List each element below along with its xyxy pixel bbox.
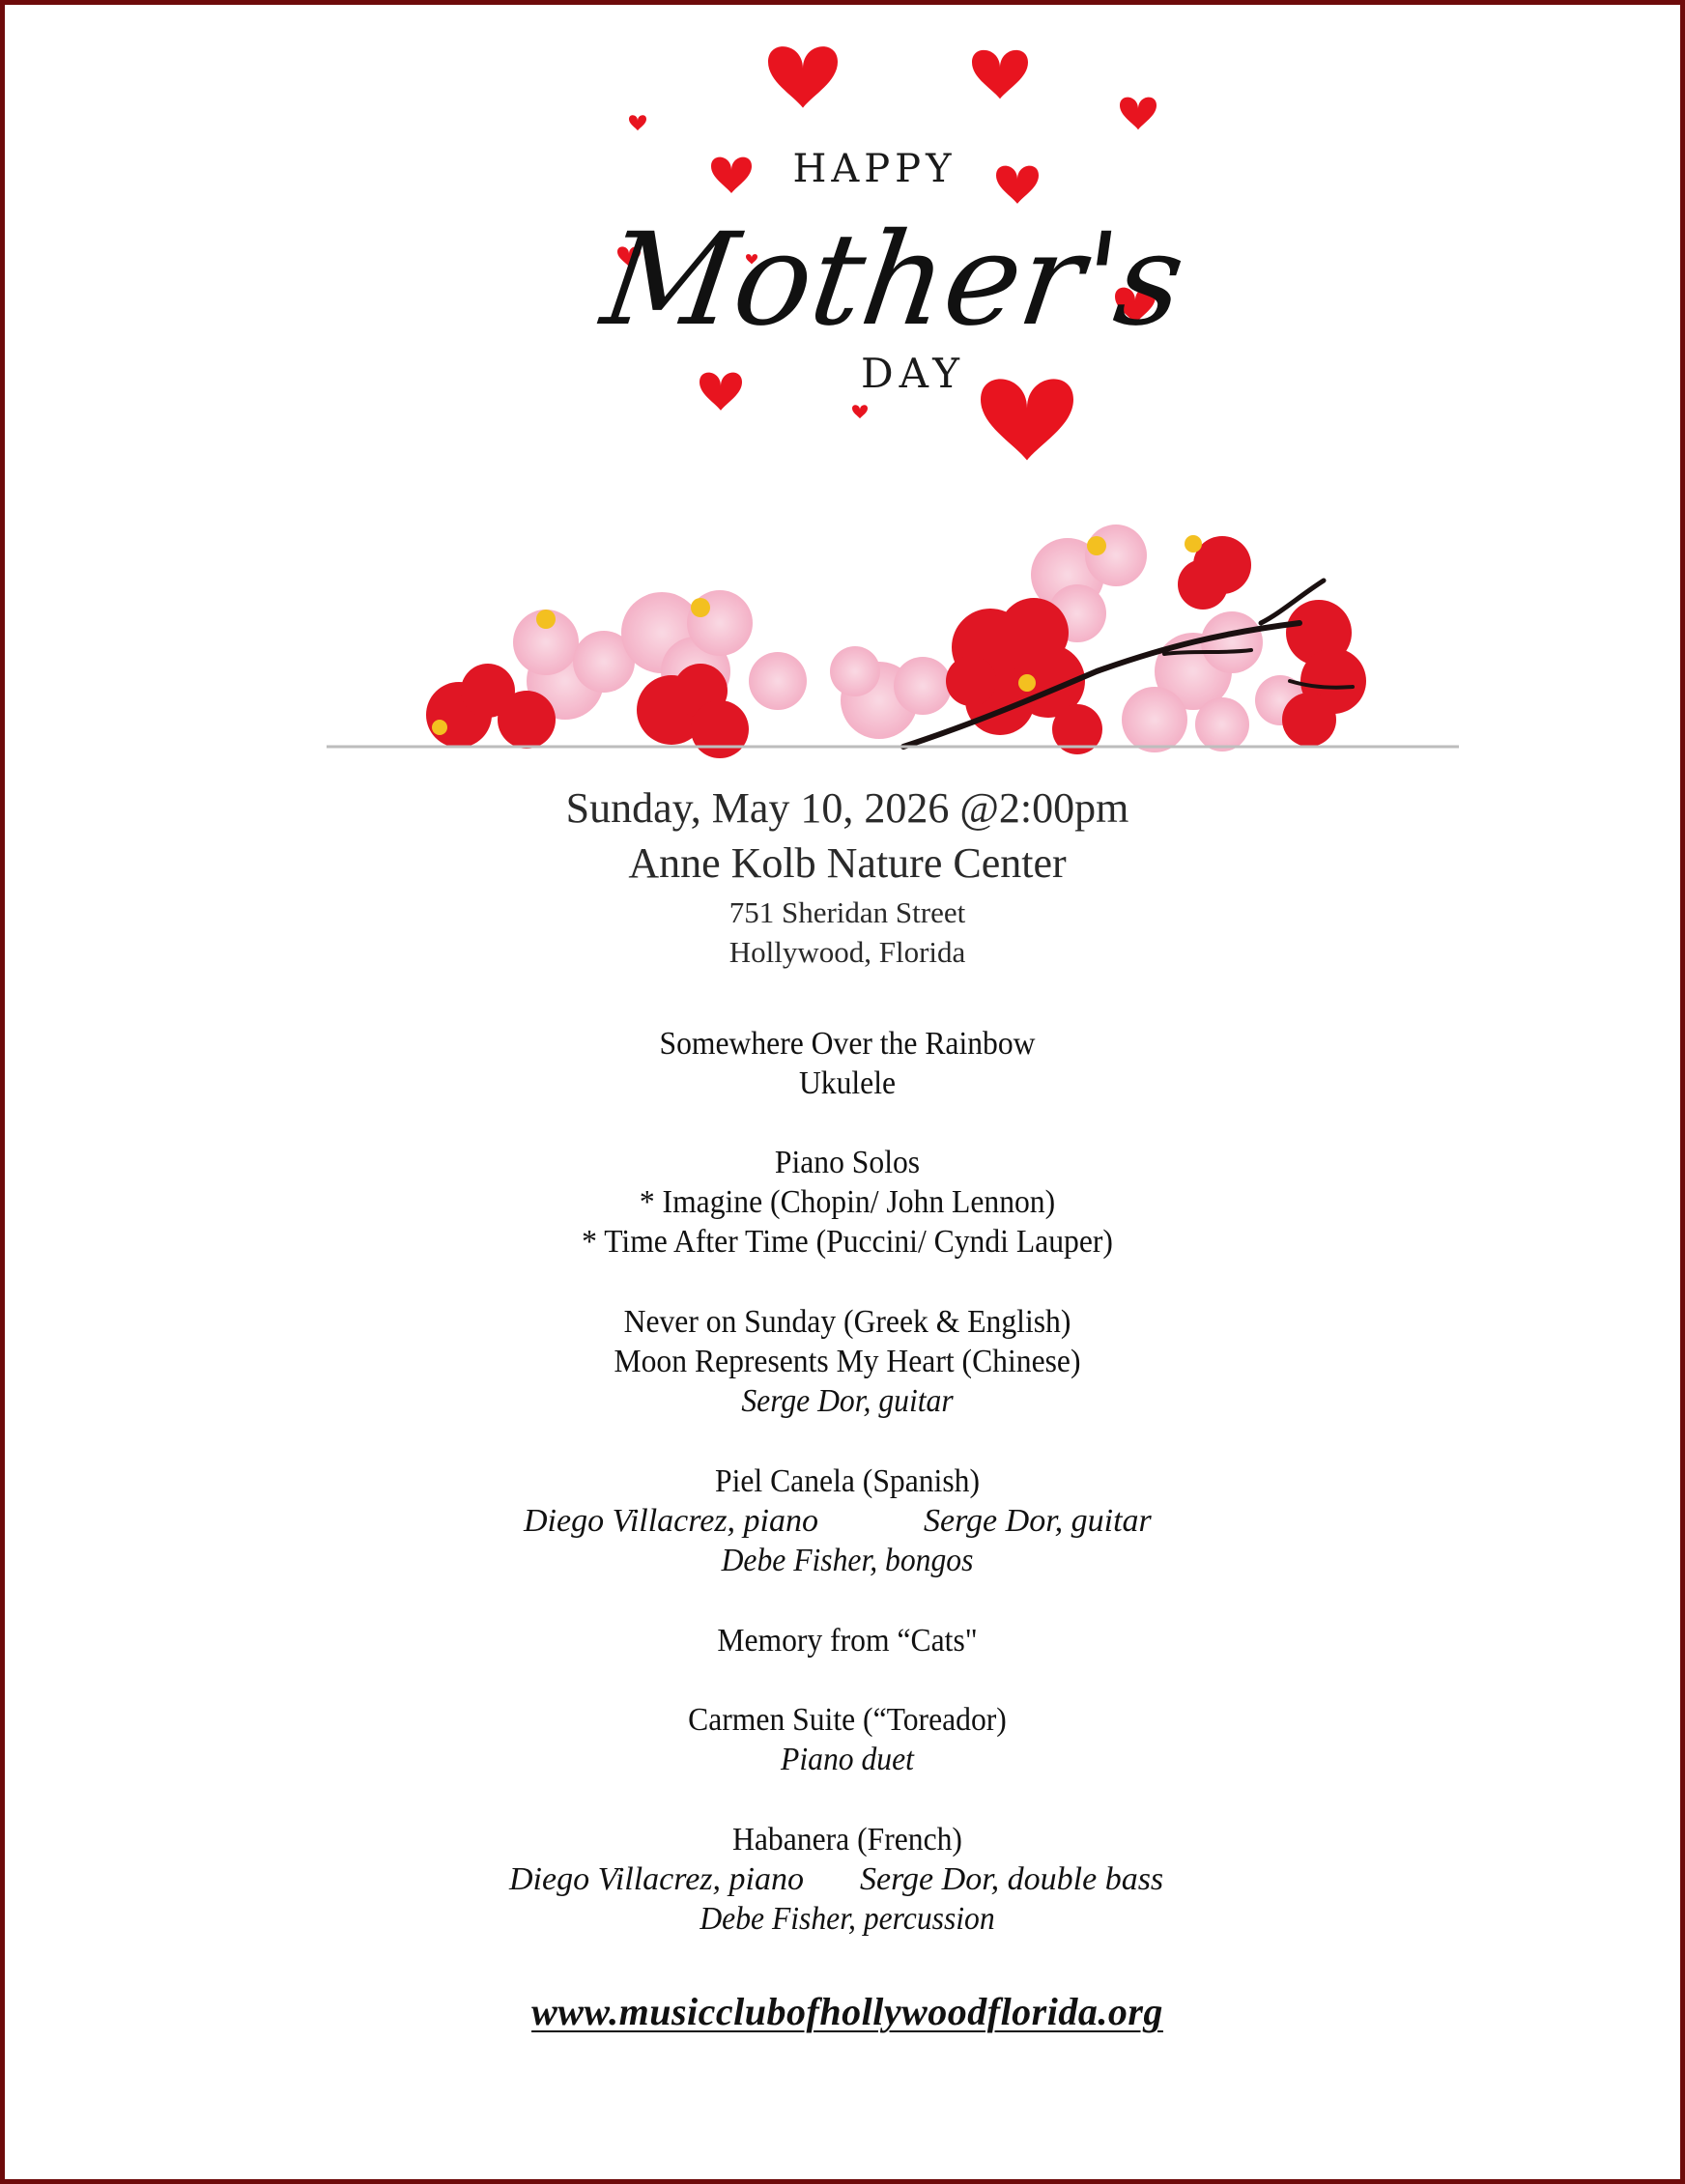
happy-heading: HAPPY xyxy=(792,147,957,191)
program-item-line: Moon Represents My Heart (Chinese) xyxy=(614,1344,1081,1379)
mothers-script-heading: Mother's xyxy=(594,206,1193,355)
heart-icon xyxy=(996,166,1039,204)
heart-icon xyxy=(711,157,752,193)
program-item-line: * Time After Time (Puccini/ Cyndi Lauper) xyxy=(582,1224,1113,1260)
event-venue: Anne Kolb Nature Center xyxy=(628,839,1067,887)
program-item-line: Never on Sunday (Greek & English) xyxy=(623,1304,1071,1340)
event-street: 751 Sheridan Street xyxy=(728,895,966,929)
blossom-branch-decoration xyxy=(426,525,1366,758)
program-performer: Debe Fisher, bongos xyxy=(721,1543,974,1578)
heart-icon xyxy=(768,46,838,108)
program-item-title: Piano Solos xyxy=(774,1145,921,1180)
program-performer: Debe Fisher, percussion xyxy=(700,1901,995,1937)
heart-icon xyxy=(629,115,646,130)
program-performer: Diego Villacrez, piano xyxy=(509,1861,805,1897)
program-item-line: * Imagine (Chopin/ John Lennon) xyxy=(639,1184,1056,1220)
heart-icon xyxy=(700,373,742,411)
program-performer: Serge Dor, guitar xyxy=(924,1503,1152,1539)
program-item-note: Piano duet xyxy=(781,1742,914,1777)
event-date-time: Sunday, May 10, 2026 @2:00pm xyxy=(565,784,1129,832)
program-performer: Diego Villacrez, piano xyxy=(524,1503,819,1539)
heart-icon xyxy=(852,405,868,418)
program-item-note: Ukulele xyxy=(798,1065,897,1101)
program-item-title: Carmen Suite (“Toreador) xyxy=(688,1702,1007,1738)
program-item-title: Memory from “Cats" xyxy=(717,1623,978,1659)
program-item-title: Piel Canela (Spanish) xyxy=(714,1463,981,1499)
heart-icon xyxy=(981,379,1073,460)
website-link[interactable]: www.musicclubofhollywoodflorida.org xyxy=(531,1990,1163,2033)
program-item-title: Habanera (French) xyxy=(732,1822,962,1858)
program-item-title: Somewhere Over the Rainbow xyxy=(659,1026,1036,1062)
event-city: Hollywood, Florida xyxy=(728,935,966,969)
day-heading: DAY xyxy=(860,350,966,397)
program-performer: Serge Dor, guitar xyxy=(741,1383,954,1419)
program-performer: Serge Dor, double bass xyxy=(860,1861,1164,1897)
heart-icon xyxy=(972,50,1028,99)
heart-icon xyxy=(1120,98,1157,130)
header-artwork xyxy=(5,5,1685,758)
